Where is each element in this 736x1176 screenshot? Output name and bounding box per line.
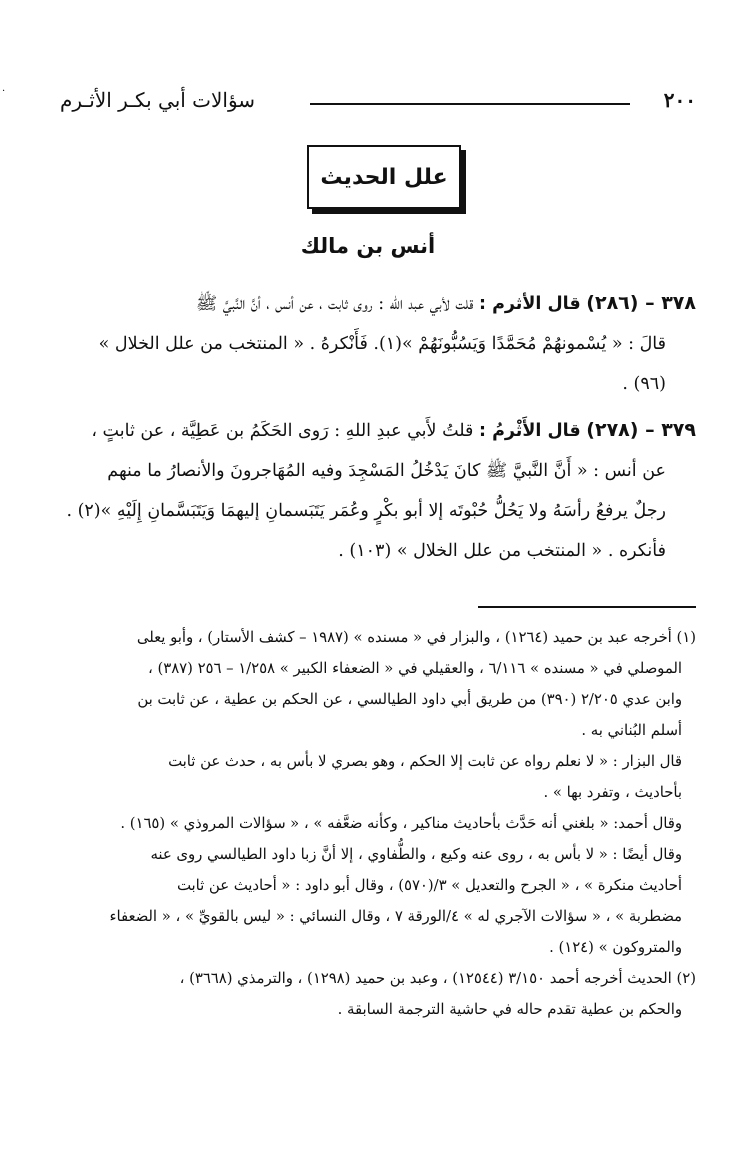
entry-line: رجلٌ يرفعُ رأسَهُ ولا يَحُلُّ حُبْوتَه إلا أبو بكْرٍ وعُمَر يَتَبَسمانِ إليهمَا وَيَتَبَسَّمانِ إِلَيْهِ »(٢) . [66, 501, 666, 521]
entry-line: قالَ : « يُسْمونهُمْ مُحَمَّدًا وَيَسُبُّونَهُمْ »(١). فَأَنْكرهُ . « المنتخب من علل الخلال » [98, 334, 666, 354]
footnote-line: وقال أيضًا : « لا بأس به ، روى عنه وكيع ، والطُّفاوي ، إلا أنَّ زبا داود الطيالسي روى عنه [150, 846, 682, 863]
entry-speaker: قال الأثرم : [479, 294, 581, 314]
footnote-line: بأحاديث ، وتفرد بها » . [543, 784, 682, 801]
entry-number: ٣٧٩ – (٢٧٨) [586, 419, 696, 441]
running-header [60, 88, 696, 118]
footnote-line: (٢) الحديث أخرجه أحمد ٣/١٥٠ (١٢٥٤٤) ، وعبد بن حميد (١٢٩٨) ، والترمذي (٣٦٦٨) ، [179, 970, 696, 987]
footnote-line: الموصلي في « مسنده » ٦/١١٦ ، والعقيلي في « الضعفاء الكبير » ١/٢٥٨ – ٢٥٦ (٣٨٧) ، [147, 660, 682, 677]
footnote-line: أحاديث منكرة » ، « الجرح والتعديل » ٣/(٥٧٠) ، وقال أبو داود : « أحاديث عن ثابت [176, 877, 682, 894]
running-title: سؤالات أبي بكـر الأثـرم [60, 88, 256, 112]
entries [62, 283, 696, 571]
footnote-separator [478, 606, 696, 608]
entry-378 [62, 283, 696, 404]
entry-number: ٣٧٨ – (٢٨٦) [586, 292, 696, 314]
entry-line: قلت لأبي عبد الله : روى ثابت ، عن أنس ، أنَّ النَّبيَّ ﷺ [196, 294, 474, 314]
footnote-line: مضطربة » ، « سؤالات الآجري له » ٤/الورقة ٧ ، وقال النسائي : « ليس بالقويِّ » ، « الضعفاء [109, 908, 682, 925]
scan-mark: · [2, 86, 6, 97]
entry-line: (٩٦) . [622, 374, 666, 394]
footnote-line: قال البزار : « لا نعلم رواه عن ثابت إلا الحكم ، وهو بصري لا بأس به ، حدث عن ثابت [168, 753, 682, 770]
footnote-line: والمتروكون » (١٢٤) . [549, 939, 682, 956]
footnotes [62, 622, 696, 1025]
entry-line: قلتُ لأَبي عبدِ اللهِ : رَوى الحَكَمُ بن عَطِيَّة ، عن ثابتٍ ، [91, 421, 474, 441]
footnote-line: أسلم البُناني به . [581, 722, 682, 739]
page-number: ٢٠٠ [663, 88, 696, 112]
entry-line: فأنكره . « المنتخب من علل الخلال » (١٠٣) . [338, 541, 666, 561]
footnote-line: وابن عدي ٢/٢٠٥ (٣٩٠) من طريق أبي داود الطيالسي ، عن الحكم بن عطية ، عن ثابت بن [137, 691, 682, 708]
entry-speaker: قال الأَثْرمُ : [479, 421, 581, 441]
entry-line: عن أنس : « أَنَّ النَّبيَّ ﷺ كانَ يَدْخُلُ المَسْجِدَ وفيه المُهَاجرونَ والأنصارُ ما منهم [107, 461, 666, 481]
header-rule [310, 103, 630, 105]
chapter-title: أنس بن مالك [300, 234, 436, 258]
footnote-line: والحكم بن عطية تقدم حاله في حاشية الترجمة السابقة . [337, 1001, 682, 1018]
section-title-box [307, 145, 461, 209]
section-title: علل الحديث [320, 164, 448, 190]
footnote-line: (١) أخرجه عبد بن حميد (١٢٦٤) ، والبزار في « مسنده » (١٩٨٧ – كشف الأستار) ، وأبو يعلى [136, 629, 696, 646]
entry-379 [62, 410, 696, 571]
footnote-line: وقال أحمد: « بلغني أنه حَدَّث بأحاديث مناكير ، وكأنه ضعَّفه » ، « سؤالات المروذي » (١٦٥) . [120, 815, 682, 832]
